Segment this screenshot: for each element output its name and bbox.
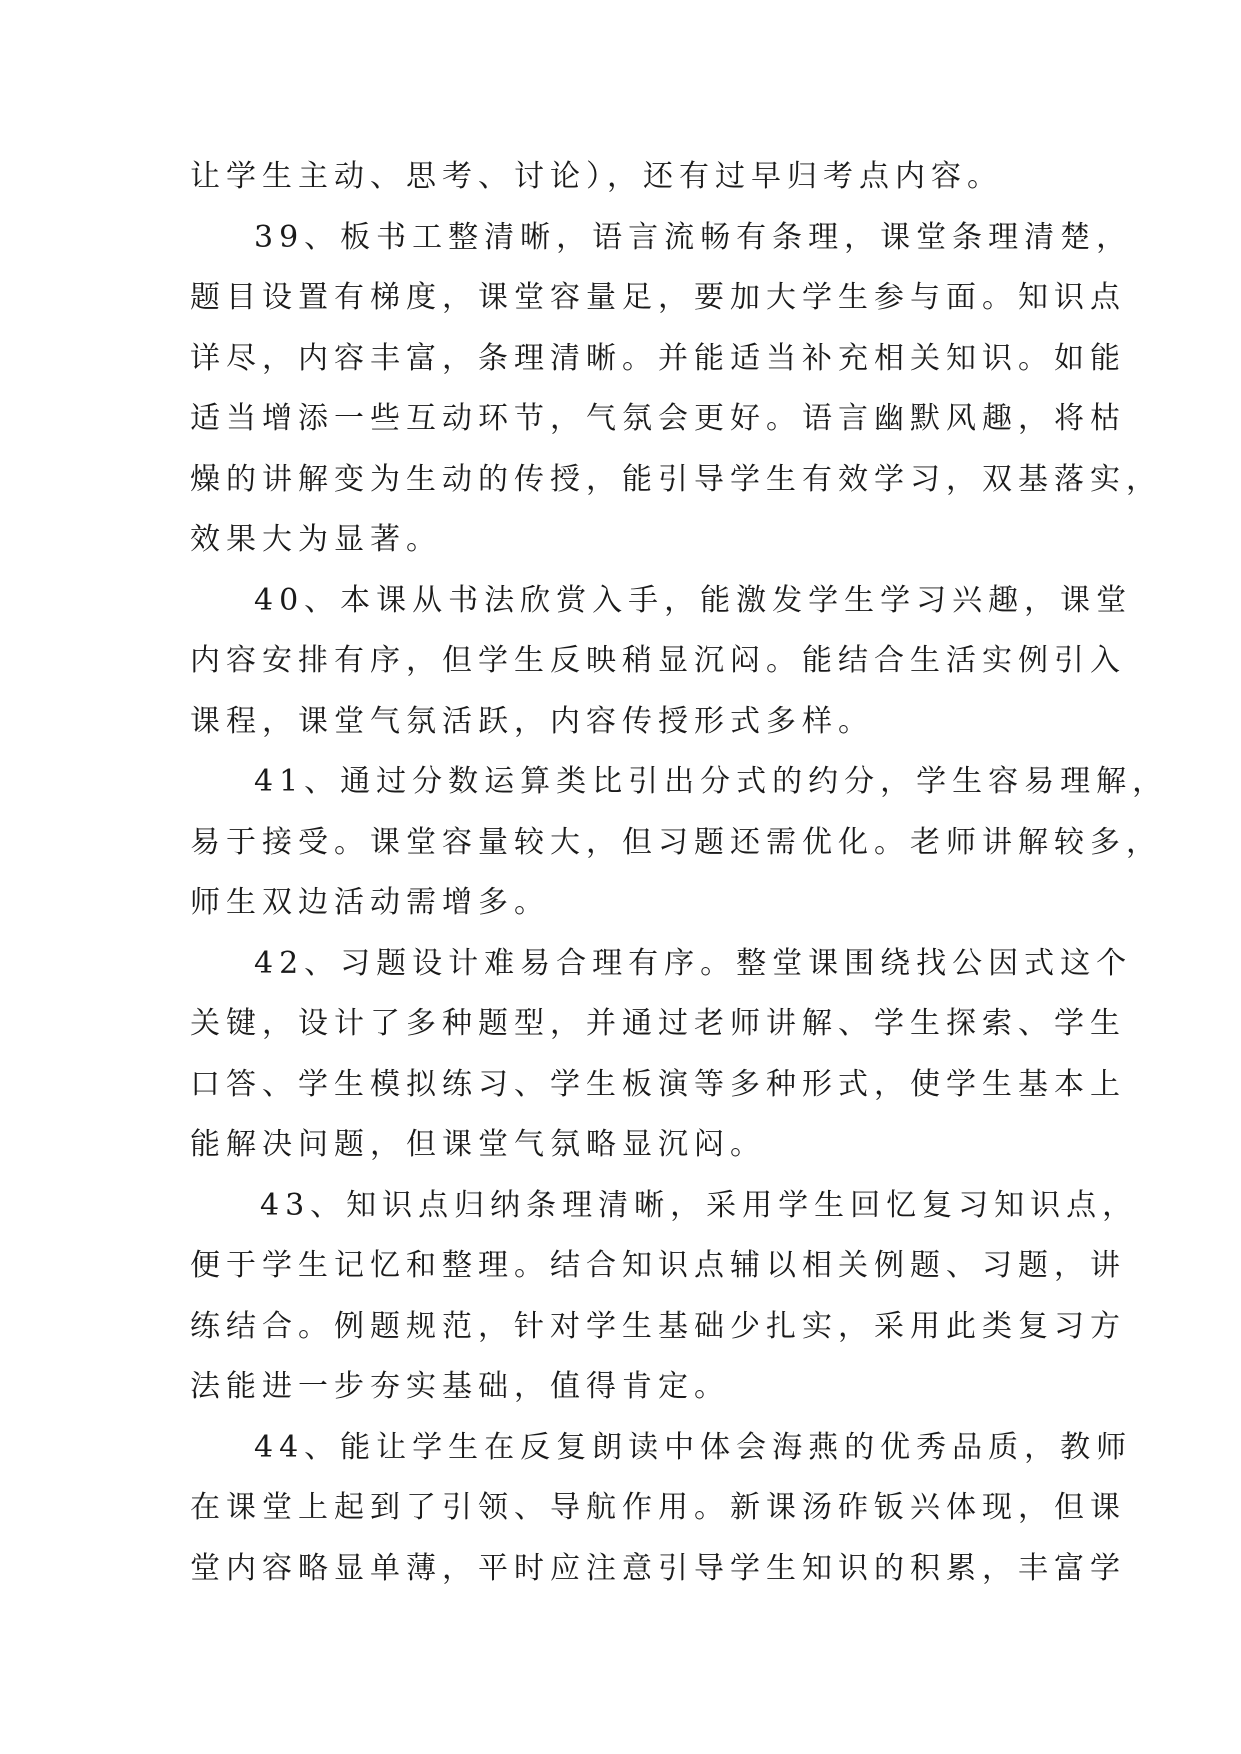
- document-body: [190, 158, 1169, 1610]
- paragraph-line: 在课堂上起到了引领、导航作用。新课汤砟钣兴体现，但课: [190, 1490, 1126, 1525]
- paragraph-line: 内容安排有序，但学生反映稍显沉闷。能结合生活实例引入: [190, 643, 1126, 678]
- paragraph-line: 详尽，内容丰富，条理清晰。并能适当补充相关知识。如能: [190, 340, 1126, 376]
- paragraph-line: 堂内容略显单薄，平时应注意引导学生知识的积累，丰富学: [190, 1550, 1126, 1586]
- paragraph-line: 41、通过分数运算类比引出分式的约分，学生容易理解，: [254, 764, 1169, 799]
- paragraph-line: 燥的讲解变为生动的传授，能引导学生有效学习，双基落实，: [190, 461, 1162, 497]
- paragraph-line: 易于接受。课堂容量较大，但习题还需优化。老师讲解较多，: [190, 824, 1162, 860]
- paragraph-line: 40、本课从书法欣赏入手，能激发学生学习兴趣，课堂: [254, 582, 1133, 618]
- paragraph-line: 师生双边活动需增多。: [190, 885, 550, 920]
- paragraph-line: 44、能让学生在反复朗读中体会海燕的优秀品质，教师: [254, 1429, 1133, 1465]
- paragraph-line: 效果大为显著。: [190, 522, 442, 557]
- paragraph-line: 关键，设计了多种题型，并通过老师讲解、学生探索、学生: [190, 1006, 1126, 1041]
- paragraph-line: 便于学生记忆和整理。结合知识点辅以相关例题、习题，讲: [190, 1248, 1126, 1283]
- paragraph-line: 能解决问题，但课堂气氛略显沉闷。: [190, 1127, 766, 1162]
- paragraph-line: 让学生主动、思考、讨论），还有过早归考点内容。: [190, 159, 1003, 194]
- paragraph-line: 课程，课堂气氛活跃，内容传授形式多样。: [190, 703, 874, 739]
- paragraph-line: 法能进一步夯实基础，值得肯定。: [190, 1369, 730, 1404]
- paragraph-line: 43、知识点归纳条理清晰，采用学生回忆复习知识点，: [260, 1187, 1139, 1223]
- paragraph-line: 39、板书工整清晰，语言流畅有条理，课堂条理清楚，: [254, 219, 1133, 255]
- paragraph-line: 练结合。例题规范，针对学生基础少扎实，采用此类复习方: [190, 1308, 1126, 1344]
- paragraph-line: 适当增添一些互动环节，气氛会更好。语言幽默风趣，将枯: [190, 401, 1126, 436]
- paragraph-line: 42、习题设计难易合理有序。整堂课围绕找公因式这个: [254, 945, 1133, 981]
- paragraph-line: 口答、学生模拟练习、学生板演等多种形式，使学生基本上: [190, 1066, 1126, 1102]
- paragraph-line: 题目设置有梯度，课堂容量足，要加大学生参与面。知识点: [190, 280, 1126, 315]
